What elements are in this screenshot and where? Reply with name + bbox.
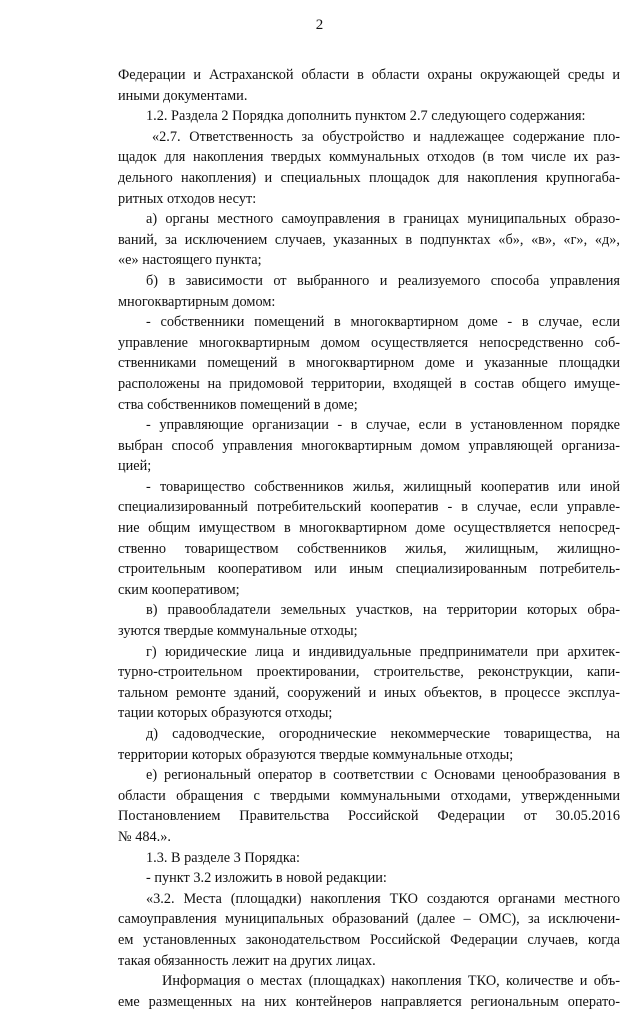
- document-body: [118, 65, 620, 1012]
- text-line: многоквартирным домом:: [118, 293, 276, 310]
- text-line: в) правообладатели земельных участков, на территории которых обра-: [146, 602, 620, 619]
- text-line: е) региональный оператор в соответствии с Основами ценообразования в: [146, 767, 620, 784]
- text-line: - управляющие организации - в случае, если в установленном порядке: [146, 417, 620, 434]
- text-line: «3.2. Места (площадки) накопления ТКО создаются органами местного: [146, 890, 620, 907]
- text-line: ственно товариществом собственников жилья, жилищным, жилищно-: [118, 540, 620, 557]
- text-line: управление многоквартирным домом осуществляется непосредственно соб-: [118, 334, 620, 351]
- text-line: 1.2. Раздела 2 Порядка дополнить пунктом 2.7 следующего содержания:: [146, 108, 586, 125]
- text-line: ритных отходов несут:: [118, 190, 257, 207]
- text-line: 1.3. В разделе 3 Порядка:: [146, 849, 300, 866]
- text-line: ние общим имуществом в многоквартирном доме осуществляется непосред-: [118, 520, 620, 537]
- text-line: № 484.».: [118, 828, 171, 845]
- text-line: зуются твердые коммунальные отходы;: [118, 623, 358, 640]
- text-line: расположены на придомовой территории, входящей в состав общего имуще-: [118, 375, 620, 392]
- page-number: 2: [315, 17, 324, 33]
- text-line: щадок для накопления твердых коммунальных отходов (в том числе их раз-: [118, 149, 620, 166]
- text-line: г) юридические лица и индивидуальные предприниматели при архитек-: [146, 643, 620, 660]
- text-line: «е» настоящего пункта;: [118, 252, 262, 269]
- text-line: турно-строительном проектировании, строительстве, реконструкции, капи-: [118, 664, 620, 681]
- text-line: - товарищество собственников жилья, жилищный кооператив или иной: [146, 478, 620, 495]
- text-line: территории которых образуются твердые коммунальные отходы;: [118, 746, 514, 763]
- text-line: цией;: [118, 458, 152, 475]
- text-line: - пункт 3.2 изложить в новой редакции:: [146, 870, 387, 887]
- text-line: «2.7. Ответственность за обустройство и надлежащее содержание пло-: [152, 128, 620, 145]
- text-line: такая обязанность лежит на других лицах.: [118, 952, 376, 969]
- text-line: - собственники помещений в многоквартирном доме - в случае, если: [146, 314, 620, 331]
- text-line: области обращения с твердыми коммунальными отходами, утвержденными: [118, 787, 620, 804]
- text-line: Информация о местах (площадках) накопления ТКО, количестве и объ-: [162, 973, 620, 990]
- text-line: Постановлением Правительства Российской Федерации от 30.05.2016: [118, 808, 620, 825]
- text-line: ства собственников помещений в доме;: [118, 396, 358, 413]
- text-line: б) в зависимости от выбранного и реализуемого способа управления: [146, 272, 620, 289]
- text-line: иными документами.: [118, 87, 248, 104]
- text-line: специализированный потребительский кооператив - в случае, если управле-: [118, 499, 620, 516]
- text-line: выбран способ управления многоквартирным домом управляющей организа-: [118, 437, 620, 454]
- text-line: самоуправления муниципальных образований (далее – ОМС), за исключени-: [118, 911, 620, 928]
- text-line: тальном ремонте зданий, сооружений и иных объектов, в процессе эксплуа-: [118, 684, 620, 701]
- text-line: д) садоводческие, огороднические некоммерческие товарищества, на: [146, 726, 620, 742]
- text-line: а) органы местного самоуправления в границах муниципальных образо-: [146, 211, 620, 228]
- text-line: дельного накопления) и специальных площадок для накопления крупногаба-: [118, 169, 620, 186]
- text-line: ским кооперативом;: [118, 581, 240, 598]
- text-line: Федерации и Астраханской области в области охраны окружающей среды и: [118, 67, 620, 83]
- text-line: ственниками помещений в многоквартирном доме и указанные площадки: [118, 355, 620, 372]
- text-line: еме размещенных на них контейнеров направляется региональным операто-: [118, 993, 620, 1010]
- text-line: ем установленных законодательством Российской Федерации случаев, когда: [118, 931, 620, 948]
- text-line: строительным кооперативом или иным специализированным потребитель-: [118, 561, 620, 578]
- text-line: ваний, за исключением случаев, указанных в подпунктах «б», «в», «г», «д»,: [118, 231, 620, 248]
- text-line: тации которых образуются отходы;: [118, 705, 333, 722]
